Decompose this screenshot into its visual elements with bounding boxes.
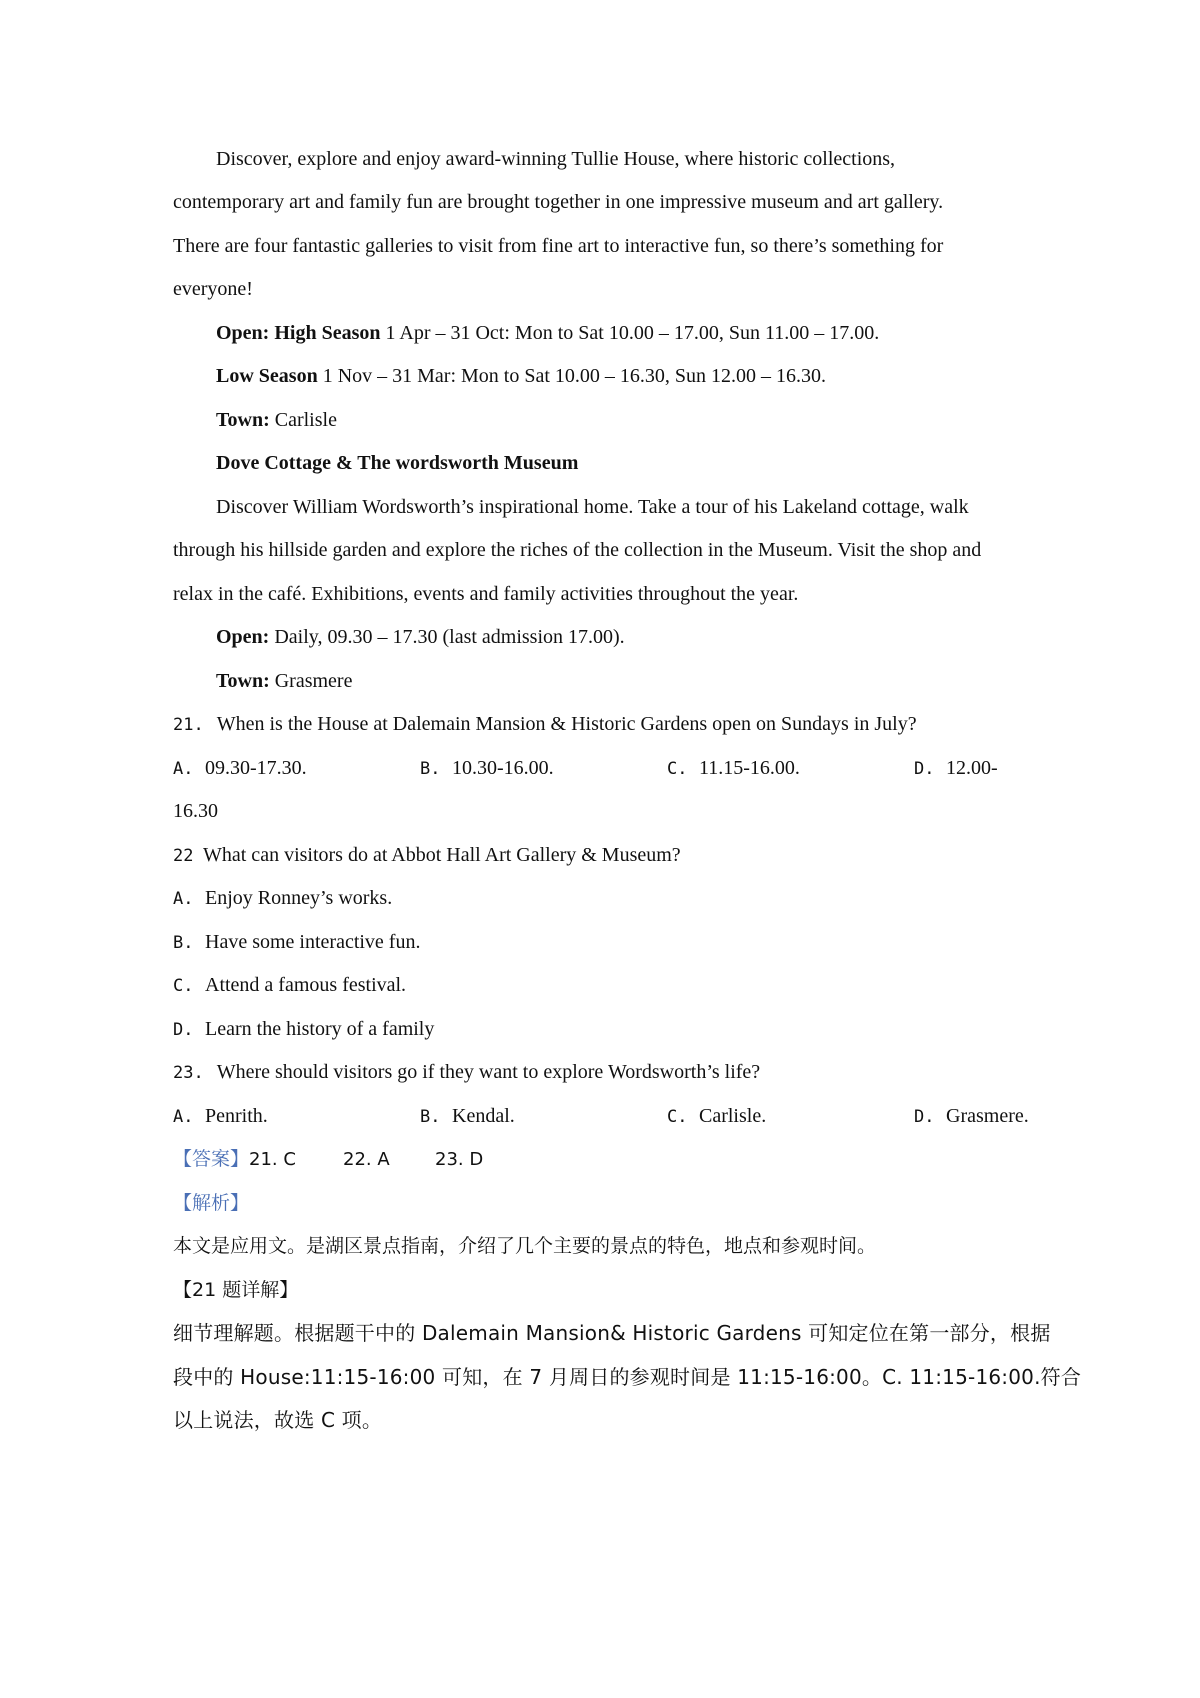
- option-text: Have some interactive fun.: [205, 931, 421, 953]
- option-a: [173, 1104, 268, 1129]
- option-letter: C.: [173, 976, 194, 996]
- option-text: Carlisle.: [699, 1105, 767, 1127]
- option-text: Attend a famous festival.: [205, 974, 407, 996]
- option-letter: D.: [914, 759, 935, 779]
- q21-detail-line: 细节理解题。根据题干中的 Dalemain Mansion& Historic Gardens 可知定位在第一部分，根据: [173, 1321, 1051, 1345]
- option-text: Kendal.: [452, 1105, 515, 1127]
- option-a: [173, 886, 1043, 911]
- option-letter: B.: [173, 933, 194, 953]
- question-22: [173, 843, 1043, 868]
- question-21: [173, 712, 1043, 737]
- option-text: Learn the history of a family: [205, 1018, 435, 1040]
- question-number: 22: [173, 846, 194, 866]
- q21-detail-label: 【21 题详解】: [173, 1279, 299, 1301]
- option-c: [667, 1104, 766, 1129]
- option-b: [420, 756, 554, 781]
- option-text: Penrith.: [205, 1105, 268, 1127]
- tullie-paragraph-line: everyone!: [173, 278, 253, 300]
- tullie-low-season: [216, 364, 1086, 388]
- q21-detail-line: 段中的 House:11:15-16:00 可知，在 7 月周日的参观时间是 11:15-16:00。C. 11:15-16:00.符合: [173, 1365, 1082, 1389]
- q21-detail-line: 以上说法，故选 C 项。: [173, 1408, 383, 1432]
- option-a: [173, 756, 307, 781]
- tullie-town: [216, 408, 1086, 432]
- option-d-continuation: 16.30: [173, 800, 218, 822]
- question-text: What can visitors do at Abbot Hall Art Gallery & Museum?: [203, 844, 681, 866]
- option-text: 10.30-16.00.: [452, 757, 554, 779]
- option-letter: D.: [173, 1020, 194, 1040]
- option-d: [914, 756, 998, 781]
- option-letter: C.: [667, 759, 688, 779]
- town-label: Town:: [216, 409, 270, 431]
- option-b: [420, 1104, 515, 1129]
- option-letter: D.: [914, 1107, 935, 1127]
- open-label: Open: High Season: [216, 322, 381, 344]
- tullie-open-high-season: [216, 321, 1086, 345]
- option-letter: A.: [173, 759, 194, 779]
- town-value: Grasmere: [269, 670, 353, 692]
- low-season-label: Low Season: [216, 365, 318, 387]
- low-season-hours: 1 Nov – 31 Mar: Mon to Sat 10.00 – 16.30, Sun 12.00 – 16.30.: [317, 365, 827, 387]
- option-c: [173, 973, 1043, 998]
- question-number: 23.: [173, 1063, 204, 1083]
- town-value: Carlisle: [269, 409, 337, 431]
- option-d: [173, 1017, 1043, 1042]
- open-hours: Daily, 09.30 – 17.30 (last admission 17.00).: [269, 626, 625, 648]
- dove-open: [216, 625, 1086, 649]
- answer-line: [173, 1147, 1043, 1172]
- answer-label: 【答案】: [173, 1148, 250, 1170]
- option-letter: B.: [420, 759, 441, 779]
- tullie-paragraph-line: Discover, explore and enjoy award-winning Tullie House, where historic collections,: [216, 148, 896, 170]
- question-23: [173, 1060, 1043, 1085]
- open-hours: 1 Apr – 31 Oct: Mon to Sat 10.00 – 17.00, Sun 11.00 – 17.00.: [380, 322, 880, 344]
- analysis-label: 【解析】: [173, 1192, 250, 1214]
- town-label: Town:: [216, 670, 270, 692]
- option-letter: C.: [667, 1107, 688, 1127]
- question-number: 21.: [173, 715, 204, 735]
- option-text: 11.15-16.00.: [699, 757, 800, 779]
- option-text: 09.30-17.30.: [205, 757, 307, 779]
- tullie-paragraph-line: contemporary art and family fun are brought together in one impressive museum and art gallery.: [173, 191, 944, 213]
- question-text: Where should visitors go if they want to explore Wordsworth’s life?: [216, 1061, 761, 1083]
- tullie-paragraph-line: There are four fantastic galleries to visit from fine art to interactive fun, so there’s something for: [173, 235, 944, 257]
- dove-town: [216, 669, 1086, 693]
- option-text: Grasmere.: [946, 1105, 1029, 1127]
- analysis-summary: 本文是应用文。是湖区景点指南，介绍了几个主要的景点的特色，地点和参观时间。: [173, 1235, 877, 1257]
- option-letter: B.: [420, 1107, 441, 1127]
- option-letter: A.: [173, 889, 194, 909]
- option-text: 12.00-: [946, 757, 998, 779]
- answer-item: 23. D: [435, 1149, 484, 1170]
- dove-paragraph-line: Discover William Wordsworth’s inspirational home. Take a tour of his Lakeland cottage, walk: [216, 496, 969, 518]
- section-heading: Dove Cottage & The wordsworth Museum: [216, 452, 579, 474]
- option-b: [173, 930, 1043, 955]
- option-c: [667, 756, 800, 781]
- option-d: [914, 1104, 1029, 1129]
- option-letter: A.: [173, 1107, 194, 1127]
- option-text: Enjoy Ronney’s works.: [205, 887, 393, 909]
- answer-item: 21. C: [249, 1149, 296, 1170]
- open-label: Open:: [216, 626, 270, 648]
- question-text: When is the House at Dalemain Mansion & Historic Gardens open on Sundays in July?: [216, 713, 917, 735]
- answer-item: 22. A: [343, 1149, 390, 1170]
- dove-paragraph-line: through his hillside garden and explore the riches of the collection in the Museum. Visit the shop and: [173, 539, 982, 561]
- dove-paragraph-line: relax in the café. Exhibitions, events and family activities throughout the year.: [173, 583, 799, 605]
